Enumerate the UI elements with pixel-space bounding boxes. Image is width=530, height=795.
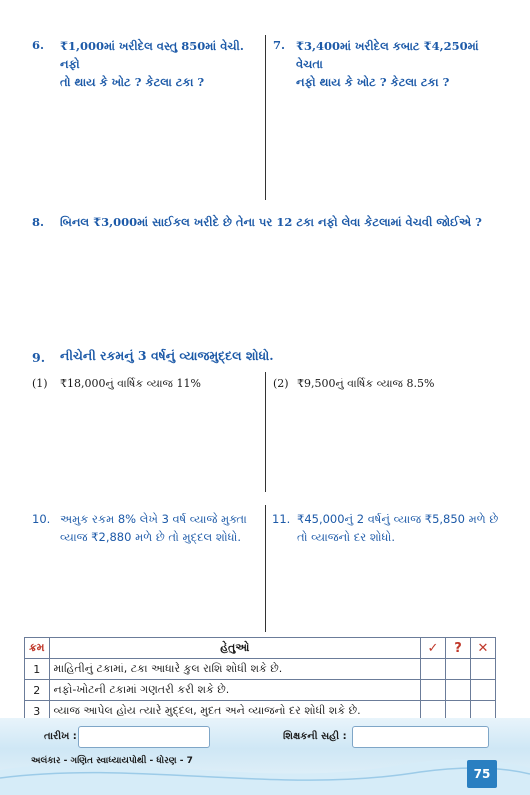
column-serial-header: ક્રમ xyxy=(25,638,50,659)
question-9-part1-number: (1) xyxy=(32,377,48,390)
question-6-text xyxy=(60,37,265,91)
question-6-number: 6. xyxy=(32,38,45,52)
question-7-text xyxy=(296,37,506,91)
objective-check-cell[interactable] xyxy=(421,680,446,701)
objective-serial: 1 xyxy=(25,659,50,680)
objective-text: માહિતીનું ટકામાં, ટકા આધારે કુલ રાશિ શોધી શકે છે. xyxy=(49,659,420,680)
objective-cross-cell[interactable] xyxy=(471,680,496,701)
objective-row xyxy=(25,659,496,680)
objective-text: નફો-ખોટની ટકામાં ગણતરી કરી શકે છે. xyxy=(49,680,420,701)
question-10-text xyxy=(60,510,265,546)
objective-question-cell[interactable] xyxy=(446,659,471,680)
question-8-text: બિનલ ₹3,000માં સાઈકલ ખરીદે છે તેના પર 12 ટકા નફો લેવા કેટલામાં વેચવી જોઈએ ? xyxy=(60,215,482,229)
column-divider-middle xyxy=(265,372,266,492)
question-9-part2-number: (2) xyxy=(273,377,289,390)
question-9-part2-text: ₹9,500નું વાર્ષિક વ્યાજ 8.5% xyxy=(297,377,435,390)
teacher-signature-field[interactable] xyxy=(352,726,489,748)
question-10-line1: અમુક રકમ 8% લેખે 3 વર્ષ વ્યાજે મુક્તા xyxy=(60,512,247,526)
question-9-text: નીચેની રકમનું 3 વર્ષનું વ્યાજમુદ્દલ શોધો. xyxy=(60,348,274,363)
objective-check-cell[interactable] xyxy=(421,659,446,680)
column-divider-top xyxy=(265,35,266,200)
date-field[interactable] xyxy=(78,726,210,748)
objective-serial: 3 xyxy=(25,701,50,722)
objective-row xyxy=(25,680,496,701)
cross-icon: ✕ xyxy=(471,638,496,659)
objectives-table-header xyxy=(25,638,496,659)
objective-question-cell[interactable] xyxy=(446,680,471,701)
objective-serial: 2 xyxy=(25,680,50,701)
question-11-text xyxy=(297,510,507,546)
date-label: તારીખ : xyxy=(44,731,77,742)
question-6-line1: ₹1,000માં ખરીદેલ વસ્તુ 850માં વેચી. નફો xyxy=(60,39,244,71)
objectives-table xyxy=(24,637,496,722)
question-11-line2: તો વ્યાજનો દર શોધો. xyxy=(297,530,395,544)
objective-text: વ્યાજ આપેલ હોય ત્યારે મુદ્દલ, મુદત અને વ્યાજનો દર શોધી શકે છે. xyxy=(49,701,420,722)
question-8-number: 8. xyxy=(32,215,45,229)
page-number: 75 xyxy=(467,760,497,788)
column-divider-bottom xyxy=(265,505,266,632)
question-6-line2: તો થાય કે ખોટ ? કેટલા ટકા ? xyxy=(60,75,205,89)
question-10-number: 10. xyxy=(32,512,51,526)
question-11-line1: ₹45,000નું 2 વર્ષનું વ્યાજ ₹5,850 મળે છે xyxy=(297,512,499,526)
question-7-line1: ₹3,400માં ખરીદેલ કબાટ ₹4,250માં વેચતા xyxy=(296,39,479,71)
question-9-number: 9. xyxy=(32,350,46,365)
column-objectives-header: હેતુઓ xyxy=(49,638,420,659)
question-11-number: 11. xyxy=(272,512,291,526)
teacher-signature-label: શિક્ષકની સહી : xyxy=(283,731,347,742)
question-7-line2: નફો થાય કે ખોટ ? કેટલા ટકા ? xyxy=(296,75,450,89)
question-7-number: 7. xyxy=(273,38,286,52)
question-9-part1-text: ₹18,000નું વાર્ષિક વ્યાજ 11% xyxy=(60,377,201,390)
checkmark-icon: ✓ xyxy=(421,638,446,659)
question-mark-icon: ? xyxy=(446,638,471,659)
question-10-line2: વ્યાજ ₹2,880 મળે છે તો મુદ્દલ શોધો. xyxy=(60,530,242,544)
series-title: અલંકાર - ગણિત સ્વાધ્યાયપોથી - ધોરણ - 7 xyxy=(31,756,193,766)
objective-cross-cell[interactable] xyxy=(471,659,496,680)
